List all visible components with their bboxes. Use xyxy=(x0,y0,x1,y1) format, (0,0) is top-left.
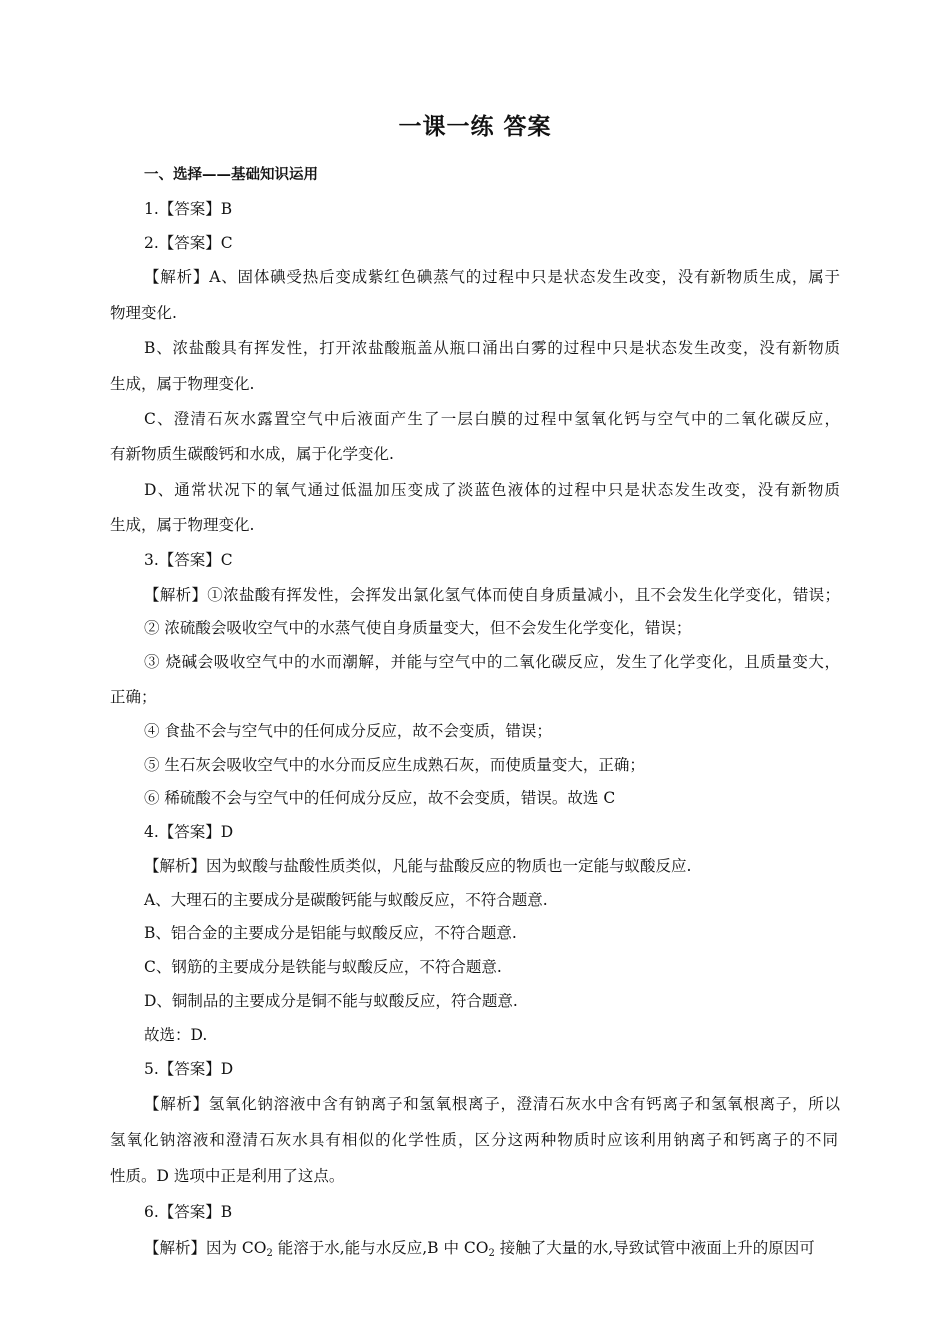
subscript-2: 2 xyxy=(266,1248,273,1259)
answer-5: 5.【答案】D xyxy=(144,1060,234,1078)
page-title: 一课一练 答案 xyxy=(398,113,552,140)
analysis-2-c-line-1: C、澄清石灰水露置空气中后液面产生了一层白膜的过程中氢氧化钙与空气中的二氧化碳反应， xyxy=(144,410,840,428)
analysis-6-part-3: 接触了大量的水,导致试管中液面上升的原因可 xyxy=(494,1239,815,1257)
analysis-2-b-line-2: 生成，属于物理变化. xyxy=(110,375,255,393)
analysis-2-line-1: 【解析】A、固体碘受热后变成紫红色碘蒸气的过程中只是状态发生改变，没有新物质生成，属于 xyxy=(144,268,840,286)
analysis-3-item-6: ⑥ 稀硫酸不会与空气中的任何成分反应，故不会变质，错误。故选 C xyxy=(144,789,616,807)
subscript-2: 2 xyxy=(488,1248,495,1259)
analysis-4-d: D、铜制品的主要成分是铜不能与蚁酸反应，符合题意. xyxy=(144,992,518,1010)
analysis-2-b-line-1: B、浓盐酸具有挥发性，打开浓盐酸瓶盖从瓶口涌出白雾的过程中只是状态发生改变，没有新物质 xyxy=(144,339,840,357)
analysis-6-line-1 xyxy=(144,1237,815,1259)
analysis-5-line-1: 【解析】氢氧化钠溶液中含有钠离子和氢氧根离子，澄清石灰水中含有钙离子和氢氧根离子，所以 xyxy=(144,1095,840,1113)
analysis-3-item-3: ③ 烧碱会吸收空气中的水而潮解，并能与空气中的二氧化碳反应，发生了化学变化，且质量变大， xyxy=(144,653,840,671)
analysis-2-c-line-2: 有新物质生碳酸钙和水成，属于化学变化. xyxy=(110,445,394,463)
analysis-3-item-3-cont: 正确； xyxy=(110,688,157,706)
analysis-4-a: A、大理石的主要成分是碳酸钙能与蚁酸反应，不符合题意. xyxy=(144,891,548,909)
analysis-4-choice: 故选：D. xyxy=(144,1026,208,1044)
answer-6: 6.【答案】B xyxy=(144,1203,233,1221)
analysis-5-line-3: 性质。D 选项中正是利用了这点。 xyxy=(110,1167,345,1185)
analysis-4-b: B、铝合金的主要成分是铝能与蚁酸反应，不符合题意. xyxy=(144,924,517,942)
analysis-4-c: C、钢筋的主要成分是铁能与蚁酸反应，不符合题意. xyxy=(144,958,502,976)
analysis-6-part-2: 能溶于水,能与水反应,B 中 CO xyxy=(272,1239,489,1257)
answer-2: 2.【答案】C xyxy=(144,234,233,252)
answer-4: 4.【答案】D xyxy=(144,823,234,841)
section-heading: 一、选择——基础知识运用 xyxy=(144,167,318,183)
analysis-3-item-2: ② 浓硫酸会吸收空气中的水蒸气使自身质量变大，但不会发生化学变化，错误； xyxy=(144,619,692,637)
analysis-3-item-5: ⑤ 生石灰会吸收空气中的水分而反应生成熟石灰，而使质量变大，正确； xyxy=(144,756,645,774)
analysis-6-part-1: 【解析】因为 CO xyxy=(144,1239,267,1257)
analysis-3-item-4: ④ 食盐不会与空气中的任何成分反应，故不会变质，错误； xyxy=(144,722,552,740)
analysis-3-line-1: 【解析】①浓盐酸有挥发性，会挥发出氯化氢气体而使自身质量减小，且不会发生化学变化，错误； xyxy=(144,586,840,604)
analysis-2-line-2: 物理变化. xyxy=(110,304,177,322)
analysis-2-d-line-2: 生成，属于物理变化. xyxy=(110,516,255,534)
analysis-2-d-line-1: D、通常状况下的氧气通过低温加压变成了淡蓝色液体的过程中只是状态发生改变，没有新物质 xyxy=(144,481,840,499)
analysis-4: 【解析】因为蚁酸与盐酸性质类似，凡能与盐酸反应的物质也一定能与蚁酸反应. xyxy=(144,857,692,875)
answer-1: 1.【答案】B xyxy=(144,200,233,218)
analysis-5-line-2: 氢氧化钠溶液和澄清石灰水具有相似的化学性质，区分这两种物质时应该利用钠离子和钙离子的不同 xyxy=(110,1131,838,1149)
answer-3: 3.【答案】C xyxy=(144,551,233,569)
